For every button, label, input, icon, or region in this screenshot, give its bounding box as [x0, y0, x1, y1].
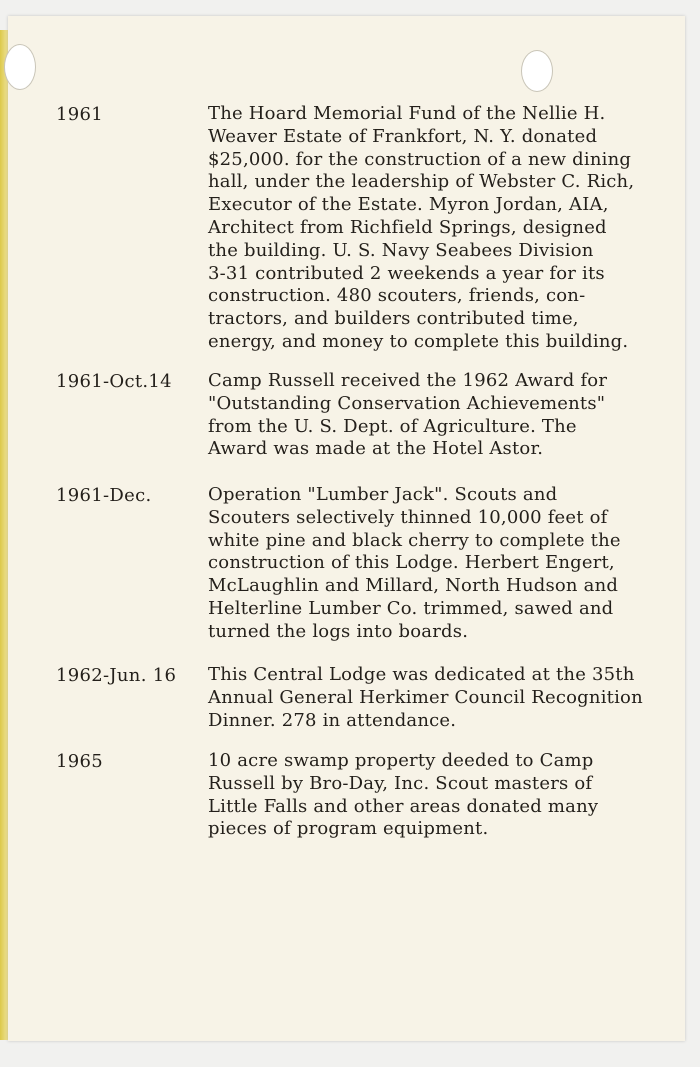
- entry-date: 1961-Dec.: [56, 485, 152, 506]
- text-line: Helterline Lumber Co. trimmed, sawed and: [208, 597, 614, 619]
- entry-date: 1965: [56, 751, 104, 772]
- text-line: Russell by Bro-Day, Inc. Scout masters of: [208, 772, 593, 794]
- text-line: 3-31 contributed 2 weekends a year for its: [208, 262, 605, 284]
- text-line: "Outstanding Conservation Achievements": [208, 392, 606, 414]
- text-line: Annual General Herkimer Council Recognition: [208, 686, 643, 708]
- entry-text: [208, 664, 684, 732]
- text-line: The Hoard Memorial Fund of the Nellie H.: [208, 103, 606, 124]
- text-line: This Central Lodge was dedicated at the 35th: [208, 664, 635, 685]
- entry-text: [208, 103, 684, 354]
- text-line: hall, under the leadership of Webster C. Rich,: [208, 171, 635, 193]
- text-line: tractors, and builders contributed time,: [208, 308, 579, 330]
- text-line: Scouters selectively thinned 10,000 feet of: [208, 506, 608, 528]
- text-line: white pine and black cherry to complete the: [208, 529, 621, 551]
- text-line: Operation "Lumber Jack". Scouts and: [208, 484, 558, 505]
- text-line: pieces of program equipment.: [208, 818, 489, 840]
- text-line: Executor of the Estate. Myron Jordan, AIA,: [208, 194, 609, 216]
- text-line: Dinner. 278 in attendance.: [208, 709, 457, 731]
- entry-text: [208, 484, 684, 644]
- text-line: Little Falls and other areas donated many: [208, 795, 599, 817]
- text-line: 10 acre swamp property deeded to Camp: [208, 750, 594, 771]
- text-line: Award was made at the Hotel Astor.: [208, 438, 544, 460]
- text-line: turned the logs into boards.: [208, 620, 469, 642]
- text-line: $25,000. for the construction of a new dining: [208, 148, 632, 170]
- text-line: the building. U. S. Navy Seabees Division: [208, 239, 594, 261]
- text-line: construction of this Lodge. Herbert Engert,: [208, 552, 615, 574]
- text-line: from the U. S. Dept. of Agriculture. The: [208, 415, 577, 437]
- text-line: Camp Russell received the 1962 Award for: [208, 370, 608, 391]
- entry-date: 1962-Jun. 16: [56, 665, 177, 686]
- text-line: construction. 480 scouters, friends, con-: [208, 285, 586, 307]
- text-line: McLaughlin and Millard, North Hudson and: [208, 575, 619, 597]
- text-line: Architect from Richfield Springs, designed: [208, 216, 607, 238]
- entry-date: 1961-Oct.14: [56, 371, 172, 392]
- entry-text: [208, 370, 684, 461]
- text-line: Weaver Estate of Frankfort, N. Y. donated: [208, 125, 598, 147]
- entry-date: 1961: [56, 104, 104, 125]
- entry-text: [208, 750, 684, 841]
- text-line: energy, and money to complete this building.: [208, 330, 629, 352]
